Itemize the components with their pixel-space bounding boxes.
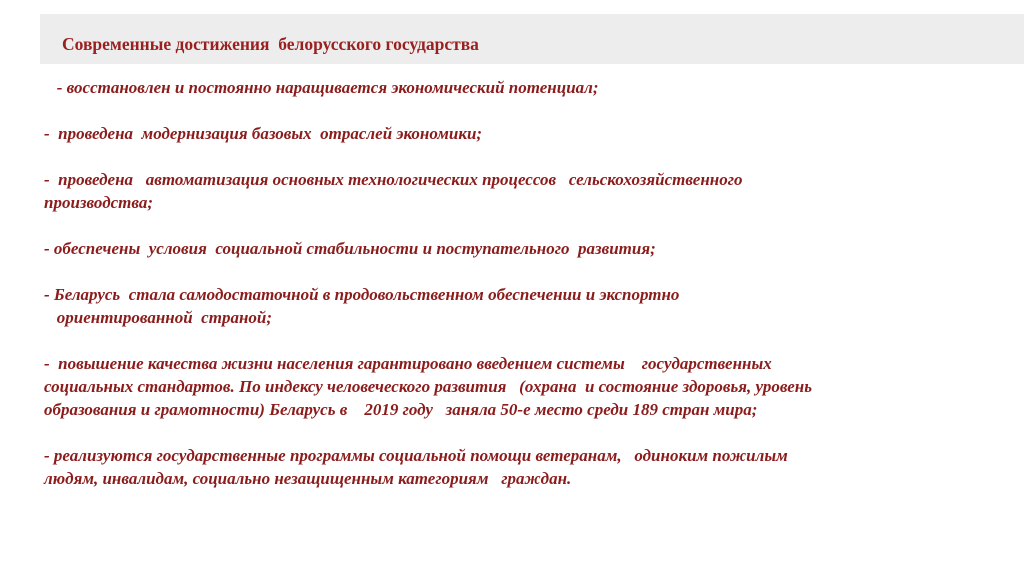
list-item [44,283,1014,329]
spacer [44,145,1014,168]
list-item [44,168,1014,214]
list-item-line: - проведена модернизация базовых отраслей экономики; [44,124,483,143]
spacer [44,214,1014,237]
list-item [44,122,1014,145]
list-item [44,237,1014,260]
list-item-line: - реализуются государственные программы социальной помощи ветеранам, одиноким пожилым [44,446,788,465]
spacer [44,99,1014,122]
list-item-line: - восстановлен и постоянно наращивается экономический потенциал; [44,78,599,97]
list-item-line: производства; [44,193,154,212]
list-item [44,76,1014,99]
list-item-line: - повышение качества жизни населения гарантировано введением системы государственных [44,354,772,373]
list-item-line: - Беларусь стала самодостаточной в продовольственном обеспечении и экспортно [44,285,680,304]
list-item-line: - проведена автоматизация основных технологических процессов сельскохозяйственного [44,170,743,189]
list-item [44,352,1014,421]
slide-title: Современные достижения белорусского государства [62,34,479,54]
list-item [44,444,1014,490]
list-item-line: социальных стандартов. По индексу человеческого развития (охрана и состояние здоровья, уровень [44,377,812,396]
list-item-line: ориентированной страной; [44,308,272,327]
achievements-list [44,76,1014,490]
spacer [44,260,1014,283]
list-item-line: образования и грамотности) Беларусь в 2019 году заняла 50-е место среди 189 стран мира; [44,400,758,419]
list-item-line: людям, инвалидам, социально незащищенным категориям граждан. [44,469,572,488]
list-item-line: - обеспечены условия социальной стабильности и поступательного развития; [44,239,656,258]
spacer [44,329,1014,352]
spacer [44,421,1014,444]
